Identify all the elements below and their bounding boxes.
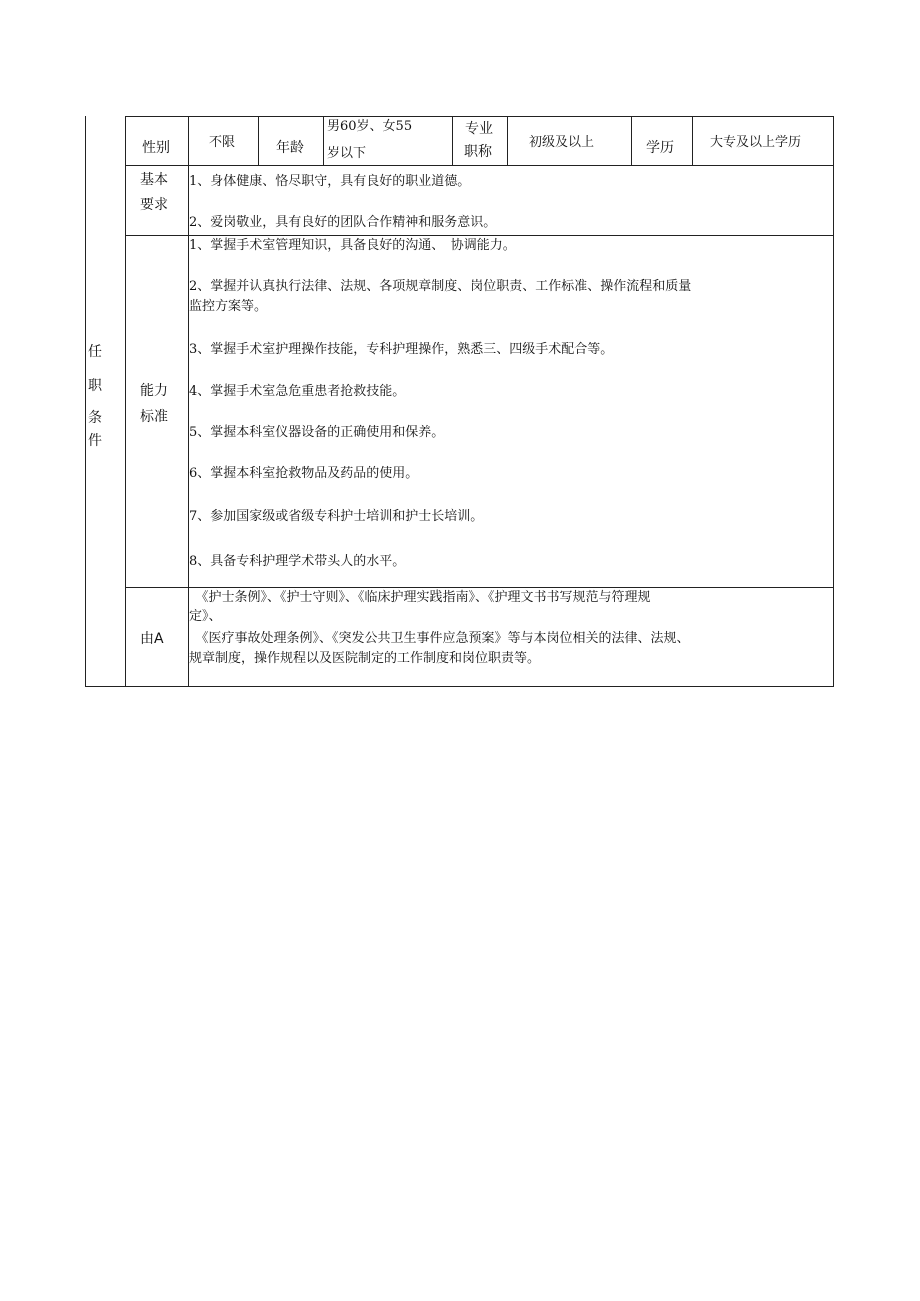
ability-item: 5、掌握本科室仪器设备的正确使用和保养。 [189,425,445,440]
section-label-char: 任 [88,344,102,360]
basic-requirements-label-line-1: 基本 [140,172,168,188]
ability-standards-label-line-1: 能力 [140,383,168,399]
basis-line: 《护士条例》、《护士守则》、《临床护理实践指南》、《护理文书书写规范与符理规 [189,590,651,605]
age-value-line-2: 岁以下 [327,146,367,161]
table-line [692,116,693,166]
basis-line: 《医疗事故处理条例》、《突发公共卫生事件应急预案》等与本岗位相关的法律、法规、 [189,631,690,646]
title-label-line-1: 专业 [465,121,493,137]
section-label-char: 条 [88,410,102,426]
table-line [452,116,453,166]
basis-line: 规章制度，操作规程以及医院制定的工作制度和岗位职责等。 [189,651,541,666]
table-line [85,686,834,687]
table-line [833,116,834,687]
basic-requirement-item: 1、身体健康、恪尽职守，具有良好的职业道德。 [189,174,471,189]
ability-item: 6、掌握本科室抢救物品及药品的使用。 [189,466,419,481]
ability-item-continuation: 监控方案等。 [189,299,268,314]
section-label-char: 职 [88,378,102,394]
table-line [125,587,834,588]
ability-item: 8、具备专科护理学术带头人的水平。 [189,554,406,569]
gender-label: 性别 [142,140,170,156]
ability-item: 7、参加国家级或省级专科护士培训和护士长培训。 [189,509,484,524]
table-line [85,116,86,687]
table-line [258,116,259,166]
table-line [125,235,834,236]
table-line [125,165,834,166]
education-label: 学历 [646,140,674,156]
title-label-line-2: 职称 [464,144,492,160]
age-value-line-1: 男60岁、女55 [327,119,413,134]
education-value: 大专及以上学历 [710,135,802,150]
ability-item: 1、掌握手术室管理知识，具备良好的沟通、 协调能力。 [189,238,516,253]
table-line [125,116,126,687]
gender-value: 不限 [209,135,236,150]
basis-label: 由A [140,631,164,647]
table-line [323,116,324,166]
basic-requirements-label-line-2: 要求 [140,197,168,213]
title-value: 初级及以上 [529,135,595,150]
basic-requirement-item: 2、爱岗敬业，具有良好的团队合作精神和服务意识。 [189,215,497,230]
ability-item: 4、掌握手术室急危重患者抢救技能。 [189,384,406,399]
ability-standards-label-line-2: 标准 [140,409,168,425]
basis-line: 定》、 [189,609,222,624]
table-line [507,116,508,166]
table-line [631,116,632,166]
section-label-char: 件 [88,433,102,449]
ability-item: 3、掌握手术室护理操作技能，专科护理操作，熟悉三、四级手术配合等。 [189,342,614,357]
table-line [125,116,834,117]
age-label: 年龄 [276,140,304,156]
ability-item: 2、掌握并认真执行法律、法规、各项规章制度、岗位职责、工作标准、操作流程和质量 [189,279,692,294]
